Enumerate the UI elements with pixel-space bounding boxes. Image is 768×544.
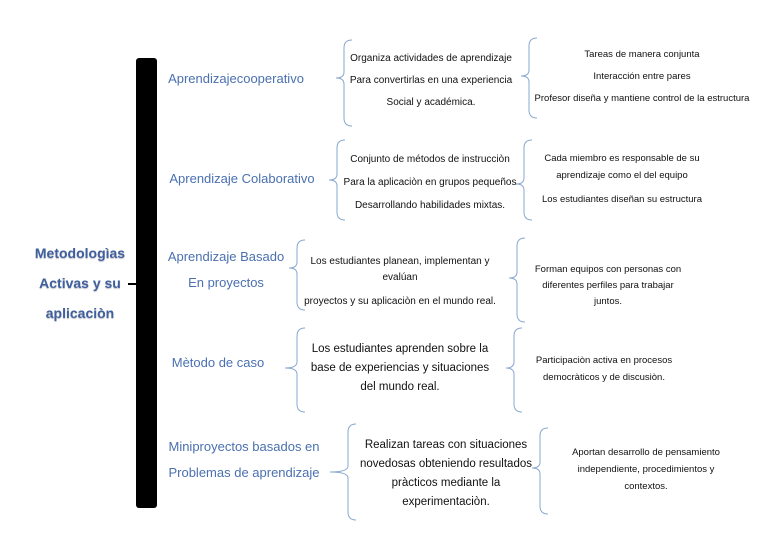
description-line: Desarrollando habilidades mixtas. [354,200,506,211]
detail-line: democràticos y de discusiòn. [543,372,665,383]
detail-line: contextos. [624,481,668,492]
category-miniproyectos [158,434,330,486]
main-topic-line-1: Metodologìas [34,245,126,261]
details-4 [520,352,688,386]
category-aprendizaje-colaborativo [158,168,326,190]
description-line: Conjunto de métodos de instrucciòn [350,154,510,165]
detail-line: Aportan desarrollo de pensamiento [572,447,720,458]
category-label: En proyectos [188,275,264,290]
detail-line: aprendizaje como el del equipo [556,170,688,181]
category-label: Aprendizaje Colaborativo [169,171,315,186]
category-label: Aprendizajecooperativo [168,71,304,86]
details-2 [524,150,720,208]
detail-line: juntos. [594,296,622,307]
description-line: proyectos y su aplicaciòn en el mundo real. [304,296,496,307]
detail-line: Forman equipos con personas con [534,264,682,275]
description-line: novedosas obteniendo resultados [360,458,532,470]
category-label: Miniproyectos basados en [168,439,320,454]
category-label: Problemas de aprendizaje [168,465,320,480]
detail-line: independiente, procedimientos y [577,464,715,475]
description-line: del mundo real. [360,381,440,393]
description-line: Los estudiantes planean, implementan y [310,256,490,267]
category-aprendizaje-basado-proyectos [160,244,292,296]
description-3 [298,254,502,310]
detail-line: Tareas de manera conjunta [584,49,700,60]
description-line: base de experiencias y situaciones [310,362,490,374]
description-4 [302,340,498,397]
description-line: Realizan tareas con situaciones [364,439,528,451]
detail-line: Profesor diseña y mantiene control de la estructura [534,93,750,104]
detail-line: Participaciòn activa en procesos [535,355,673,366]
description-line: Organiza actividades de aprendizaje [350,53,512,64]
description-line: Para la aplicaciòn en grupos pequeños [343,177,517,188]
description-line: Los estudiantes aprenden sobre la [311,343,489,355]
detail-line: diferentes perfiles para trabajar [542,280,674,291]
description-line: Social y académica. [386,97,476,108]
description-line: experimentaciòn. [402,496,490,508]
description-line: Para convertirlas en una experiencia [349,75,513,86]
details-3 [520,262,696,310]
main-topic-line-2: Activas y su [39,275,121,291]
category-metodo-de-caso [158,352,278,374]
detail-line: Interacción entre pares [593,71,691,82]
category-label: Mètodo de caso [171,355,265,370]
description-1 [346,48,516,114]
detail-line: Los estudiantes diseñan su estructura [541,194,702,205]
detail-line: Cada miembro es responsable de su [544,153,700,164]
category-aprendizaje-cooperativo [158,68,314,90]
main-topic-line-3: aplicaciòn [45,305,115,321]
description-5 [352,436,540,512]
description-line: pràcticos mediante la [391,477,501,489]
details-1 [528,44,756,110]
category-label: Aprendizaje Basado [167,249,285,264]
description-line: evalúan [382,272,418,283]
description-2 [336,148,524,217]
details-5 [548,444,744,495]
